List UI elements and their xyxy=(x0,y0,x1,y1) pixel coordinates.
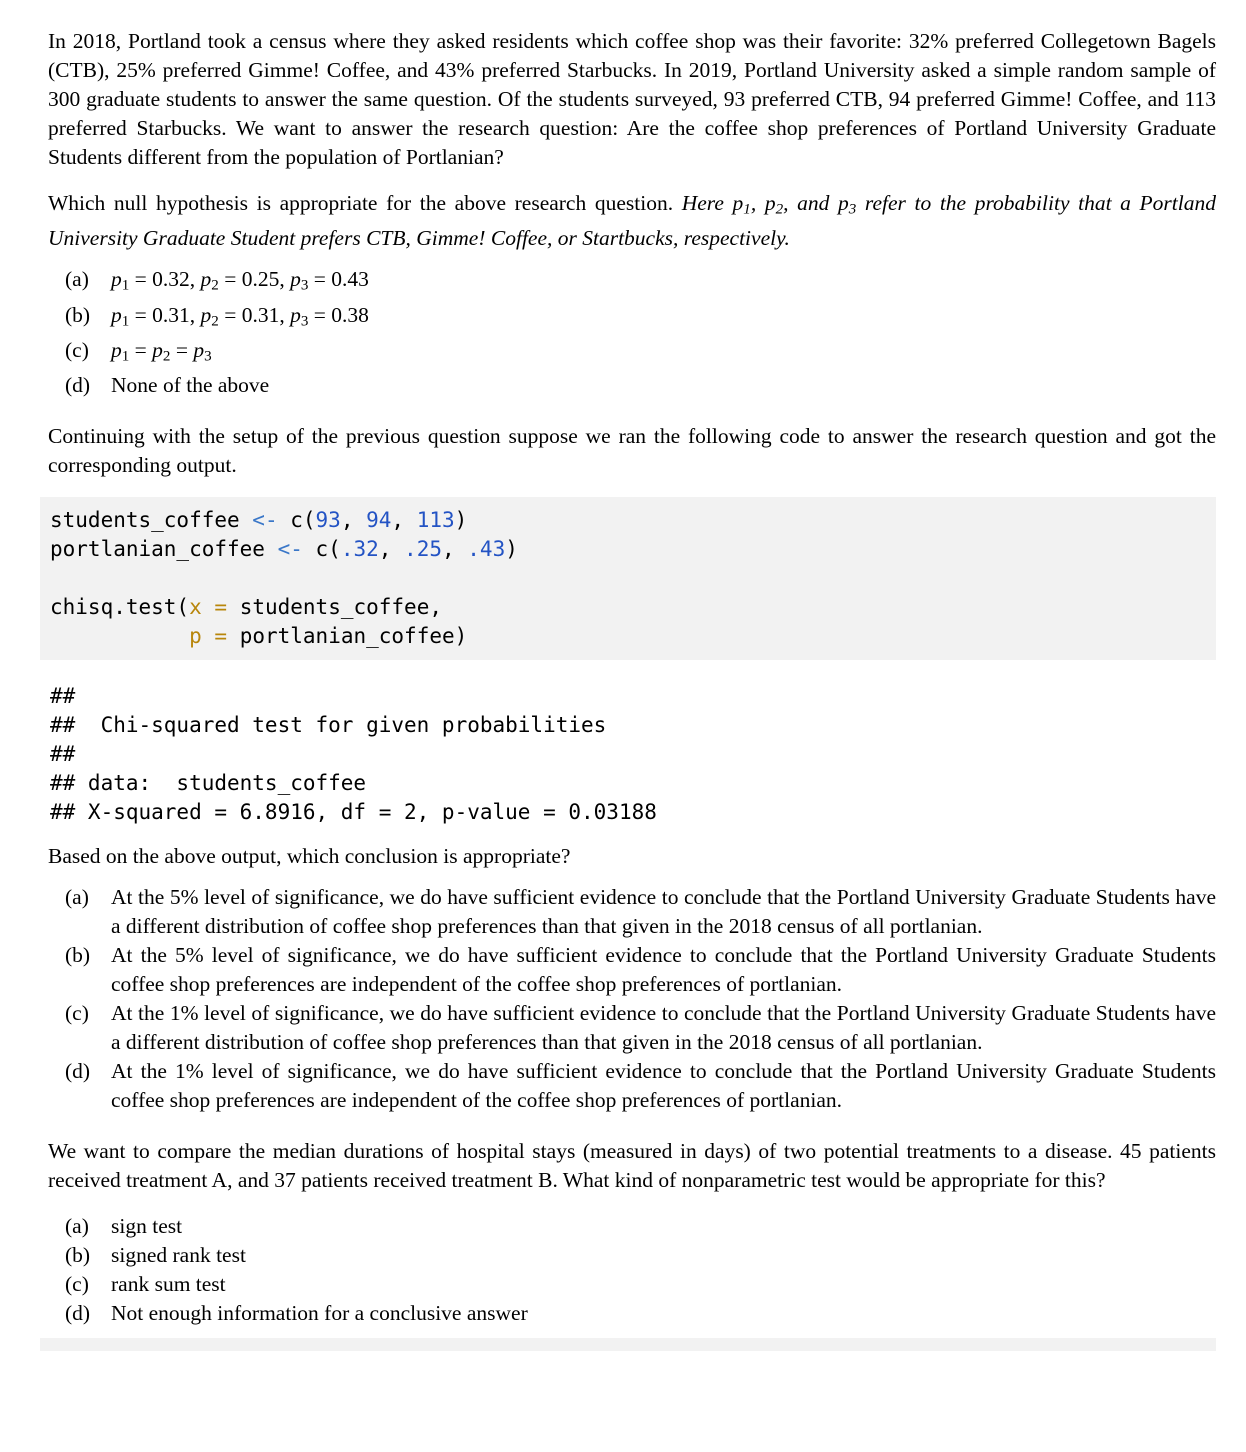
text-token: <- xyxy=(277,537,303,562)
text-token: 2 xyxy=(211,277,219,294)
choice-text: Not enough information for a conclusive answer xyxy=(111,1301,528,1326)
choice-item xyxy=(65,1241,1216,1270)
choice-text: sign test xyxy=(111,1214,183,1239)
text-token: 1 xyxy=(121,348,130,365)
choice-label: (d) xyxy=(65,373,91,398)
text-token: 1 xyxy=(743,201,751,218)
text-token: p xyxy=(189,624,202,649)
code-line xyxy=(50,593,1206,622)
choice-text xyxy=(111,265,1216,300)
text-token: = xyxy=(214,624,228,649)
text-token: = xyxy=(170,337,194,362)
choice-label: (c) xyxy=(65,1272,89,1297)
text-token: x xyxy=(189,595,202,620)
text-token xyxy=(202,624,215,648)
text-token: Here xyxy=(681,191,733,215)
text-token: chisq.test( xyxy=(50,595,190,620)
choice-text xyxy=(111,336,1216,371)
text-token: , and xyxy=(783,191,838,215)
text-token: 2 xyxy=(162,348,171,365)
text-token: = 0.32, xyxy=(129,267,201,292)
intro-paragraph: In 2018, Portland took a census where they asked residents which coffee shop was their favorite: 32% preferred Collegetown Bagels (CTB), 25% preferred Gimme! Coffee, and 43% preferred Starbucks. In 2019, Portland University asked a simple random sample of 300 graduate students to answer the same question. Of the students surveyed, 93 preferred CTB, 94 preferred Gimme! Coffee, and 113 preferred Starbucks. We want to answer the research question: Are the coffee shop preferences of Portland University Graduate Students different from the population of Portlanian? xyxy=(48,29,1216,169)
choice-item xyxy=(65,883,1216,941)
choice-item xyxy=(65,265,1216,300)
choice-text: At the 1% level of significance, we do have sufficient evidence to conclude that the Portland University Graduate Students coffee shop preferences are independent of the coffee shop preferences of portlanian. xyxy=(111,1059,1216,1113)
output-line: ## data: students_coffee xyxy=(50,771,367,796)
choice-label: (c) xyxy=(65,337,89,362)
text-token: p xyxy=(193,337,205,362)
text-token: .43 xyxy=(467,537,506,562)
text-token: p xyxy=(290,267,301,292)
text-token: ) xyxy=(454,508,468,533)
choice-label: (d) xyxy=(65,1301,91,1326)
text-token: c( xyxy=(277,508,316,533)
code-line xyxy=(50,535,1206,564)
text-token: 3 xyxy=(300,312,309,329)
text-token: p xyxy=(200,267,212,292)
output-line: ## Chi-squared test for given probabilities xyxy=(50,713,607,738)
q1-prompt xyxy=(48,189,1216,253)
text-token: p xyxy=(732,191,744,215)
choice-label: (b) xyxy=(65,302,91,327)
choice-text: At the 1% level of significance, we do have sufficient evidence to conclude that the Portland University Graduate Students have a different distribution of coffee shop preferences than that given in the 2018 census of all portlanian. xyxy=(111,1001,1216,1055)
text-token: = xyxy=(214,595,228,620)
choice-item xyxy=(65,1299,1216,1328)
setup-paragraph: Continuing with the setup of the previous question suppose we ran the following code to answer the research question and got the corresponding output. xyxy=(48,424,1216,478)
text-token: students_coffee, xyxy=(227,595,442,620)
choice-label: (c) xyxy=(65,1001,89,1026)
text-token: p xyxy=(290,302,301,327)
text-token: .25 xyxy=(404,537,442,562)
choice-label: (a) xyxy=(65,885,89,910)
q3-choices xyxy=(48,1212,1216,1328)
choice-text: signed rank test xyxy=(111,1243,246,1268)
text-token: , xyxy=(391,508,417,533)
choice-text xyxy=(111,301,1216,336)
choice-label: (d) xyxy=(65,1059,91,1084)
text-token: , xyxy=(340,508,367,533)
text-token: , xyxy=(378,537,405,562)
code-line xyxy=(50,564,1206,593)
text-token: c( xyxy=(302,537,341,562)
choice-item xyxy=(65,1270,1216,1299)
text-token: students_coffee xyxy=(50,508,253,533)
text-token: p xyxy=(111,302,122,327)
choice-item xyxy=(65,941,1216,999)
text-token: 3 xyxy=(848,201,857,218)
partial-code-block xyxy=(40,1338,1216,1351)
text-token: ) xyxy=(505,537,518,562)
text-token: , xyxy=(750,191,765,215)
q2-prompt: Based on the above output, which conclusion is appropriate? xyxy=(48,844,571,869)
choice-label: (a) xyxy=(65,1214,89,1239)
text-token: p xyxy=(764,191,776,215)
text-token: 2 xyxy=(211,312,219,329)
choice-item xyxy=(65,1057,1216,1115)
text-token: <- xyxy=(252,508,278,533)
choice-text: At the 5% level of significance, we do have sufficient evidence to conclude that the Portland University Graduate Students have a different distribution of coffee shop preferences than that given in the 2018 census of all portlanian. xyxy=(111,885,1216,939)
text-token: = 0.31, xyxy=(129,302,201,327)
text-token: p xyxy=(200,302,212,327)
text-token: 113 xyxy=(416,508,455,533)
text-token: = 0.38 xyxy=(308,302,369,327)
q2-choices xyxy=(48,883,1216,1115)
r-output-block xyxy=(50,682,1216,827)
r-code-block xyxy=(40,497,1216,660)
text-token: 94 xyxy=(366,508,392,533)
text-token: = xyxy=(129,337,153,362)
text-token xyxy=(50,624,189,648)
text-token: 3 xyxy=(300,277,309,294)
text-token: portlanian_coffee xyxy=(50,537,278,562)
text-token: refer to the probability that a Portland University Graduate Student prefers CTB, Gimme! Coffee, or Startbucks, respectively. xyxy=(48,191,1216,251)
text-token: , xyxy=(441,537,468,562)
text-token: p xyxy=(837,191,849,215)
text-token: 1 xyxy=(121,312,130,329)
text-token: portlanian_coffee) xyxy=(227,624,468,649)
text-token: p xyxy=(111,267,122,292)
choice-text: None of the above xyxy=(111,373,270,398)
text-token: .32 xyxy=(340,537,379,562)
code-line xyxy=(50,506,1206,535)
text-token: Which null hypothesis is appropriate for the above research question. xyxy=(48,191,682,215)
choice-item xyxy=(65,301,1216,336)
text-token: p xyxy=(152,337,163,362)
text-token: 2 xyxy=(775,201,784,218)
text-token: 1 xyxy=(121,277,130,294)
text-token: p xyxy=(111,337,122,362)
output-line: ## X-squared = 6.8916, df = 2, p-value = 0.03188 xyxy=(50,800,657,825)
text-token: = 0.31, xyxy=(218,302,291,327)
text-token: = 0.25, xyxy=(218,267,291,292)
choice-label: (b) xyxy=(65,943,91,968)
choice-item xyxy=(65,371,1216,400)
choice-item xyxy=(65,999,1216,1057)
choice-text: At the 5% level of significance, we do have sufficient evidence to conclude that the Portland University Graduate Students coffee shop preferences are independent of the coffee shop preferences of portlanian. xyxy=(111,943,1216,997)
choice-text: rank sum test xyxy=(111,1272,226,1297)
output-line: ## xyxy=(50,684,76,709)
code-line xyxy=(50,622,1206,651)
text-token: 3 xyxy=(204,348,212,365)
output-line: ## xyxy=(50,742,76,767)
choice-label: (b) xyxy=(65,1243,91,1268)
q3-paragraph: We want to compare the median durations of hospital stays (measured in days) of two potential treatments to a disease. 45 patients received treatment A, and 37 patients received treatment B. What kind of nonparametric test would be appropriate for this? xyxy=(48,1139,1216,1193)
text-token: 93 xyxy=(315,508,341,533)
choice-label: (a) xyxy=(65,267,89,292)
q1-choices xyxy=(48,265,1216,400)
text-token: = 0.43 xyxy=(308,267,369,292)
choice-item xyxy=(65,336,1216,371)
text-token xyxy=(202,595,215,619)
choice-item xyxy=(65,1212,1216,1241)
